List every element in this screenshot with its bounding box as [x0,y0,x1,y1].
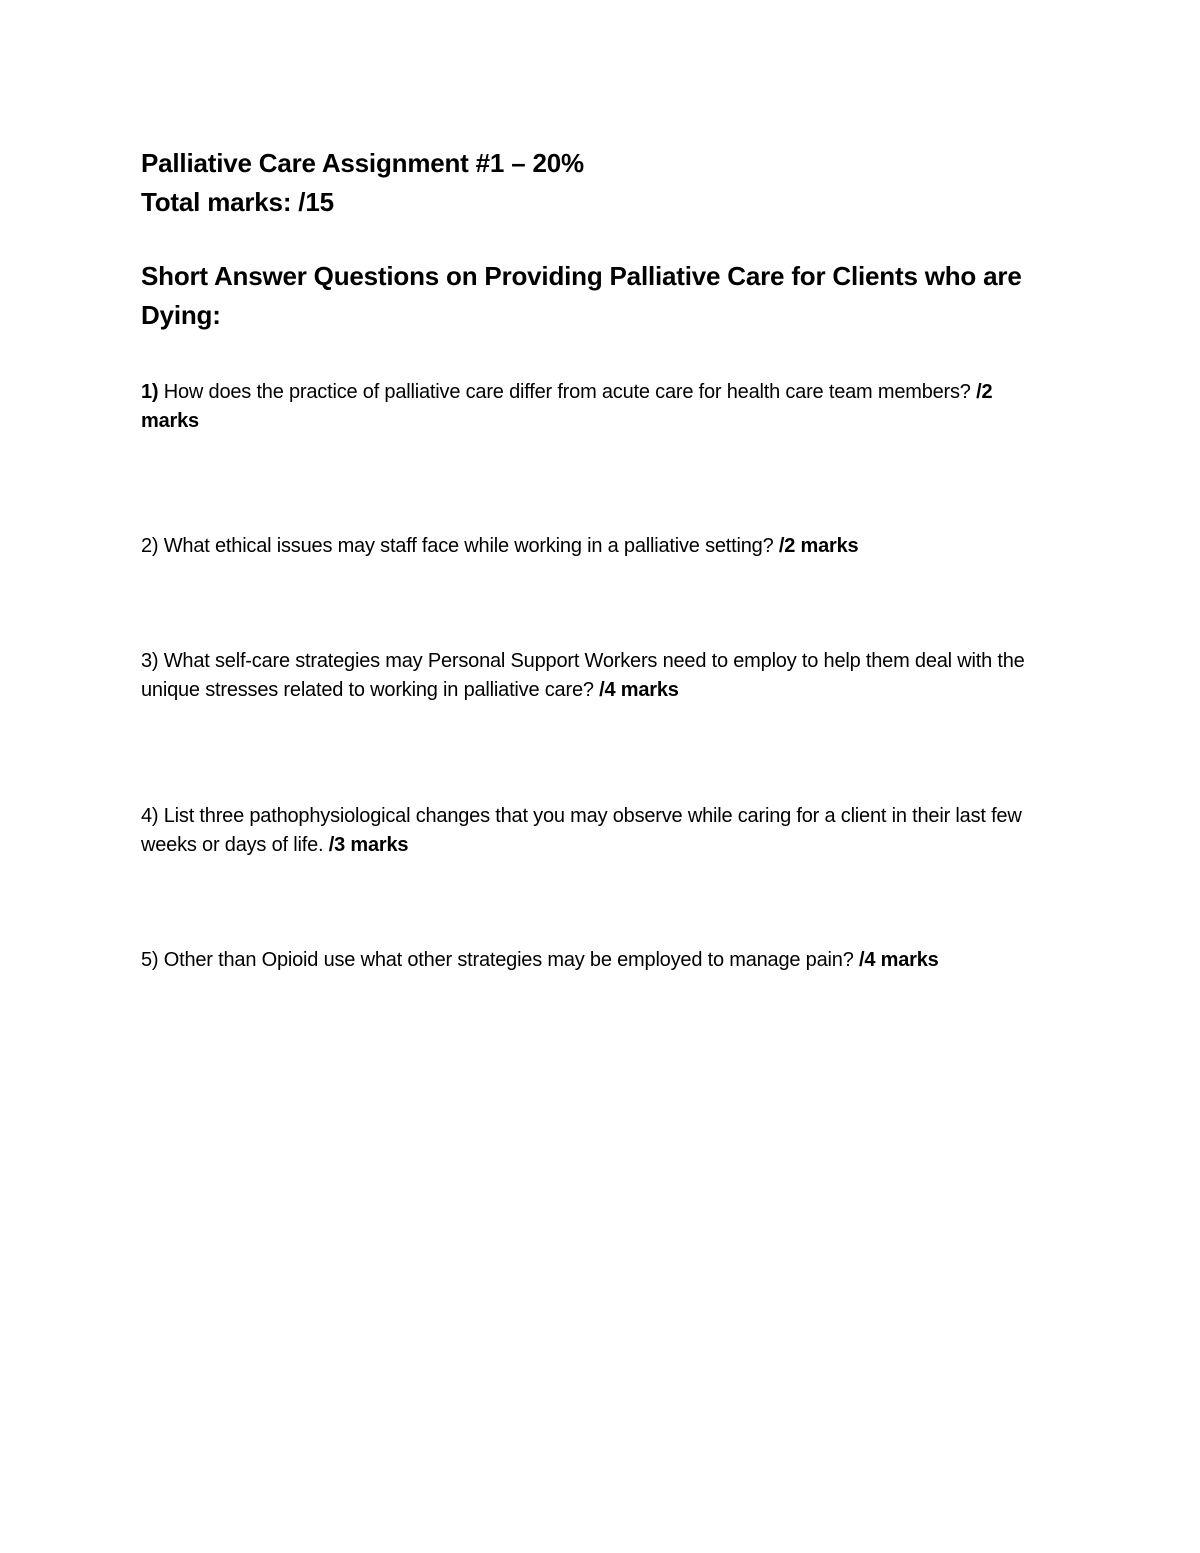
question-2 [141,532,1051,561]
question-text: What ethical issues may staff face while working in a palliative setting? [163,535,774,557]
question-text: Other than Opioid use what other strategies may be employed to manage pain? [163,949,854,971]
question-marks: /2 marks [778,535,859,557]
question-3 [141,647,1051,705]
question-number: 4) [141,805,159,827]
question-marks: /4 marks [599,679,679,701]
total-marks: Total marks: /15 [141,187,334,217]
question-number: 3) [141,650,159,672]
question-marks: /3 marks [328,834,409,856]
question-1 [141,378,1051,436]
question-number: 5) [141,949,159,971]
question-number: 2) [141,535,159,557]
question-marks: /4 marks [858,949,939,971]
question-text: What self-care strategies may Personal Support Workers need to employ to help them deal with the unique stresses related to working in palliative care? [141,650,1025,701]
question-text: How does the practice of palliative care differ from acute care for health care team members? [163,381,971,403]
question-text: List three pathophysiological changes that you may observe while caring for a client in their last few weeks or days of life. [141,805,1022,856]
question-number: 1) [141,381,159,403]
assignment-title: Palliative Care Assignment #1 – 20% [141,148,584,178]
question-4 [141,802,1051,860]
section-heading: Short Answer Questions on Providing Palliative Care for Clients who are Dying: [141,261,1022,330]
question-5 [141,946,1051,975]
question-marks: /2 marks [141,381,993,432]
document-body [141,144,1051,975]
